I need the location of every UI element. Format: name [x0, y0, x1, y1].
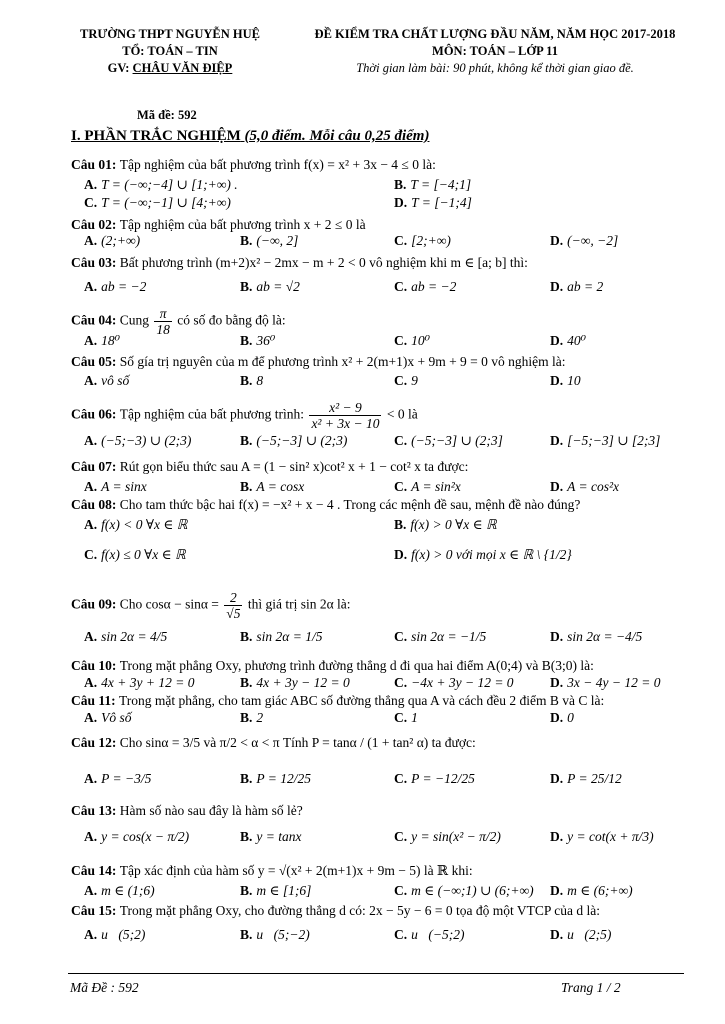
- option-letter: B.: [394, 517, 407, 532]
- option-letter: C.: [394, 479, 408, 494]
- option-d: [550, 770, 622, 787]
- option-letter: D.: [550, 279, 564, 294]
- option-text: m ∈ [1;6]: [256, 883, 312, 898]
- question-text: Trong mặt phẳng, cho tam giác ABC số đường thẳng qua A và cách đều 2 điểm B và C là:: [119, 693, 605, 708]
- group-name: TỔ: TOÁN – TIN: [122, 44, 218, 58]
- option-d: [550, 478, 619, 495]
- option-d: [394, 546, 572, 563]
- option-letter: D.: [394, 195, 408, 210]
- option-text: T = (−∞;−1] ∪ [4;+∞): [101, 195, 231, 210]
- fraction-denominator: √5: [226, 606, 241, 621]
- question-label: Câu 06:: [71, 406, 120, 422]
- option-text: (2;+∞): [101, 233, 141, 248]
- question-text: Số gía trị nguyên của m để phương trình x² + 2(m+1)x + 9m + 9 = 0 vô nghiệm là:: [119, 354, 566, 369]
- option-c: [84, 194, 231, 211]
- option-a: [84, 232, 140, 249]
- option-text: P = 25/12: [567, 771, 622, 786]
- exam-subject: MÔN: TOÁN – LỚP 11: [432, 44, 558, 58]
- option-letter: C.: [394, 771, 408, 786]
- question-text: Cung: [119, 312, 153, 328]
- option-letter: D.: [550, 373, 564, 388]
- option-c: [394, 372, 418, 389]
- option-text: P = 12/25: [256, 771, 312, 786]
- section-note: (5,0 điểm. Mỗi câu 0,25 điểm): [244, 128, 430, 144]
- question-5: [71, 353, 566, 370]
- exam-header: [295, 26, 695, 77]
- question-label: Câu 05:: [71, 354, 120, 369]
- option-letter: C.: [394, 629, 408, 644]
- exam-title: ĐỀ KIỂM TRA CHẤT LƯỢNG ĐẦU NĂM, NĂM HỌC 2017-2018: [314, 27, 676, 41]
- option-a: [84, 176, 238, 193]
- option-letter: B.: [240, 883, 253, 898]
- question-text: Tập nghiệm của bất phương trình x + 2 ≤ 0 là: [119, 217, 366, 232]
- option-text: 8: [256, 373, 264, 388]
- footer-code: Mã Đề : 592: [70, 980, 139, 995]
- question-label: Câu 14:: [71, 863, 120, 878]
- option-letter: A.: [84, 433, 98, 448]
- exam-code: Mã đề: 592: [137, 108, 197, 122]
- option-text: A = cos²x: [567, 479, 620, 494]
- option-text: 40⁰: [567, 333, 587, 348]
- option-a: [84, 828, 189, 845]
- option-a: [84, 674, 194, 691]
- option-d: [394, 194, 472, 211]
- option-letter: A.: [84, 771, 98, 786]
- option-letter: C.: [394, 927, 408, 942]
- option-text: 1: [411, 710, 418, 725]
- option-letter: B.: [240, 710, 253, 725]
- option-text: 4x + 3y − 12 = 0: [256, 675, 350, 690]
- option-a: [84, 628, 167, 645]
- option-letter: C.: [394, 233, 408, 248]
- option-letter: A.: [84, 279, 98, 294]
- question-text: Tập xác định của hàm số y = √(x² + 2(m+1)x + 9m − 5) là ℝ khi:: [119, 863, 473, 878]
- question-text: Cho cosα − sinα =: [119, 596, 223, 612]
- option-letter: C.: [394, 829, 408, 844]
- option-letter: D.: [550, 629, 564, 644]
- teacher-name: CHÂU VĂN ĐIỆP: [132, 61, 233, 75]
- option-letter: C.: [394, 279, 408, 294]
- fraction: [154, 306, 172, 337]
- option-letter: A.: [84, 479, 98, 494]
- option-letter: C.: [394, 433, 408, 448]
- option-b: [240, 432, 347, 449]
- option-letter: C.: [84, 195, 98, 210]
- option-d: [550, 372, 581, 389]
- option-c: [394, 926, 464, 943]
- option-b: [394, 516, 497, 533]
- option-text: y = sin(x² − π/2): [411, 829, 501, 844]
- option-text: Vô số: [101, 710, 132, 725]
- option-c: [394, 709, 418, 726]
- question-label: Câu 03:: [71, 255, 120, 270]
- option-letter: D.: [550, 883, 564, 898]
- option-letter: B.: [240, 373, 253, 388]
- option-d: [550, 432, 660, 449]
- question-text-end: thì giá trị sin 2α là:: [244, 596, 351, 612]
- option-a: [84, 770, 151, 787]
- option-letter: A.: [84, 629, 98, 644]
- question-label: Câu 04:: [71, 312, 120, 328]
- question-text-end: có số đo bằng độ là:: [173, 312, 286, 328]
- option-text: [2;+∞): [411, 233, 451, 248]
- option-c: [394, 882, 534, 899]
- option-letter: B.: [240, 479, 253, 494]
- question-label: Câu 09:: [71, 596, 120, 612]
- option-text: 9: [411, 373, 418, 388]
- option-a: [84, 926, 145, 943]
- question-12: [71, 734, 476, 751]
- option-text: 2: [256, 710, 264, 725]
- option-letter: B.: [240, 829, 253, 844]
- option-text: 36⁰: [256, 333, 276, 348]
- footer-page: Trang 1 / 2: [561, 980, 621, 995]
- option-letter: C.: [394, 710, 408, 725]
- question-label: Câu 12:: [71, 735, 120, 750]
- option-text: P = −3/5: [101, 771, 152, 786]
- option-text: A = sinx: [101, 479, 147, 494]
- footer-divider: [68, 973, 684, 974]
- question-text: Rút gọn biểu thức sau A = (1 − sin² x)cot² x + 1 − cot² x ta được:: [119, 459, 469, 474]
- option-letter: A.: [84, 373, 98, 388]
- option-d: [550, 232, 618, 249]
- option-text: 10: [567, 373, 581, 388]
- option-letter: A.: [84, 517, 98, 532]
- question-2: [71, 216, 366, 233]
- option-c: [394, 332, 430, 349]
- option-letter: D.: [550, 675, 564, 690]
- option-b: [240, 628, 322, 645]
- teacher-prefix: GV:: [107, 61, 133, 75]
- option-letter: D.: [550, 233, 564, 248]
- question-13: [71, 802, 303, 819]
- option-text: (−∞, −2]: [567, 233, 619, 248]
- option-text: f(x) ≤ 0 ∀x ∈ ℝ: [101, 547, 186, 562]
- option-text: y = cos(x − π/2): [101, 829, 190, 844]
- option-letter: A.: [84, 233, 98, 248]
- question-text: Tập nghiệm của bất phương trình:: [119, 406, 308, 422]
- question-6: [71, 400, 418, 431]
- option-a: [84, 432, 191, 449]
- question-1: [71, 156, 436, 173]
- option-b: [240, 478, 304, 495]
- option-b: [240, 828, 302, 845]
- option-text: T = [−1;4]: [411, 195, 472, 210]
- option-letter: D.: [550, 710, 564, 725]
- option-c: [84, 546, 186, 563]
- option-letter: D.: [394, 547, 408, 562]
- question-label: Câu 08:: [71, 497, 120, 512]
- option-d: [550, 926, 611, 943]
- option-a: [84, 882, 155, 899]
- option-b: [240, 674, 350, 691]
- question-label: Câu 02:: [71, 217, 120, 232]
- option-text: sin 2α = −1/5: [411, 629, 487, 644]
- option-c: [394, 628, 486, 645]
- school-name: TRƯỜNG THPT NGUYỄN HUỆ: [80, 27, 260, 41]
- option-letter: C.: [394, 883, 408, 898]
- question-14: [71, 862, 473, 879]
- option-c: [394, 232, 451, 249]
- option-letter: A.: [84, 675, 98, 690]
- option-letter: A.: [84, 927, 98, 942]
- option-text: A = sin²x: [411, 479, 461, 494]
- option-c: [394, 478, 461, 495]
- option-b: [240, 770, 311, 787]
- option-text: P = −12/25: [411, 771, 475, 786]
- option-text: (−5;−3] ∪ (2;3]: [411, 433, 503, 448]
- option-text: sin 2α = −4/5: [567, 629, 643, 644]
- option-text: f(x) > 0 ∀x ∈ ℝ: [410, 517, 497, 532]
- option-text: ab = −2: [101, 279, 147, 294]
- question-text: Trong mặt phẳng Oxy, phương trình đường thẳng d đi qua hai điểm A(0;4) và B(3;0) là:: [119, 658, 594, 673]
- question-text: Cho tam thức bậc hai f(x) = −x² + x − 4 . Trong các mệnh đề sau, mệnh đề nào đúng?: [119, 497, 581, 512]
- fraction-denominator: 18: [156, 322, 170, 337]
- option-d: [550, 674, 660, 691]
- option-text: 3x − 4y − 12 = 0: [567, 675, 661, 690]
- option-text: 10⁰: [411, 333, 431, 348]
- question-label: Câu 07:: [71, 459, 120, 474]
- question-label: Câu 11:: [71, 693, 120, 708]
- question-text: Tập nghiệm của bất phương trình f(x) = x² + 3x − 4 ≤ 0 là:: [119, 157, 436, 172]
- option-letter: B.: [240, 927, 253, 942]
- option-text: m ∈ (−∞;1) ∪ (6;+∞): [411, 883, 534, 898]
- option-text: T = (−∞;−4] ∪ [1;+∞) .: [101, 177, 238, 192]
- question-text: Bất phương trình (m+2)x² − 2mx − m + 2 < 0 vô nghiệm khi m ∈ [a; b] thì:: [119, 255, 528, 270]
- option-d: [550, 628, 642, 645]
- option-text: (−5;−3] ∪ (2;3): [256, 433, 348, 448]
- question-label: Câu 01:: [71, 157, 120, 172]
- option-text: (−∞, 2]: [256, 233, 299, 248]
- option-text: sin 2α = 1/5: [256, 629, 323, 644]
- option-text: ab = 2: [567, 279, 604, 294]
- fraction-denominator: x² + 3x − 10: [311, 416, 380, 431]
- option-c: [394, 432, 503, 449]
- option-letter: D.: [550, 771, 564, 786]
- option-b: [240, 709, 263, 726]
- option-text: ab = −2: [411, 279, 457, 294]
- option-text: ab = √2: [256, 279, 300, 294]
- option-b: [394, 176, 471, 193]
- question-label: Câu 15:: [71, 903, 120, 918]
- option-letter: D.: [550, 433, 564, 448]
- option-text: T = [−4;1]: [410, 177, 472, 192]
- section-title: [71, 128, 429, 145]
- option-letter: A.: [84, 710, 98, 725]
- option-d: [550, 709, 574, 726]
- option-d: [550, 278, 603, 295]
- option-letter: B.: [240, 233, 253, 248]
- option-letter: B.: [240, 279, 253, 294]
- option-letter: A.: [84, 883, 98, 898]
- option-text: u⃗(5;2): [101, 927, 146, 942]
- option-text: (−5;−3) ∪ (2;3): [101, 433, 192, 448]
- option-letter: D.: [550, 333, 564, 348]
- question-text-end: < 0 là: [383, 406, 418, 422]
- option-a: [84, 478, 147, 495]
- option-text: f(x) > 0 với mọi x ∈ ℝ \ {1/2}: [411, 547, 572, 562]
- fraction: [309, 400, 381, 431]
- option-letter: A.: [84, 829, 98, 844]
- option-letter: B.: [240, 333, 253, 348]
- option-a: [84, 516, 187, 533]
- option-d: [550, 828, 654, 845]
- question-text: Cho sinα = 3/5 và π/2 < α < π Tính P = tanα / (1 + tan² α) ta được:: [119, 735, 476, 750]
- option-text: u⃗(2;5): [567, 927, 612, 942]
- option-letter: C.: [394, 333, 408, 348]
- option-letter: B.: [240, 433, 253, 448]
- question-label: Câu 10:: [71, 658, 120, 673]
- option-text: m ∈ (1;6): [101, 883, 155, 898]
- time-note: Thời gian làm bài: 90 phút, không kể thời gian giao đề.: [356, 61, 634, 75]
- fraction-numerator: 2: [229, 590, 237, 605]
- option-c: [394, 828, 501, 845]
- question-3: [71, 254, 528, 271]
- option-text: 4x + 3y + 12 = 0: [101, 675, 195, 690]
- option-text: vô số: [101, 373, 130, 388]
- option-b: [240, 332, 275, 349]
- question-9: [71, 590, 351, 621]
- option-a: [84, 332, 120, 349]
- option-text: m ∈ (6;+∞): [567, 883, 633, 898]
- option-b: [240, 926, 310, 943]
- option-letter: C.: [394, 373, 408, 388]
- fraction-numerator: x² − 9: [329, 400, 362, 415]
- option-b: [240, 882, 311, 899]
- option-c: [394, 770, 475, 787]
- school-header: [70, 26, 270, 77]
- option-letter: C.: [84, 547, 98, 562]
- option-a: [84, 709, 132, 726]
- option-b: [240, 278, 300, 295]
- option-d: [550, 882, 633, 899]
- option-text: 18⁰: [101, 333, 121, 348]
- option-b: [240, 232, 298, 249]
- option-text: f(x) < 0 ∀x ∈ ℝ: [101, 517, 188, 532]
- question-label: Câu 13:: [71, 803, 120, 818]
- fraction: [224, 590, 242, 621]
- option-letter: B.: [240, 771, 253, 786]
- option-text: u⃗(−5;2): [411, 927, 465, 942]
- option-text: sin 2α = 4/5: [101, 629, 168, 644]
- option-text: y = cot(x + π/3): [567, 829, 654, 844]
- option-d: [550, 332, 586, 349]
- question-8: [71, 496, 580, 513]
- section-title-text: I. PHẦN TRẮC NGHIỆM: [71, 128, 241, 144]
- option-text: 0: [567, 710, 574, 725]
- question-7: [71, 458, 468, 475]
- option-letter: D.: [550, 479, 564, 494]
- question-11: [71, 692, 604, 709]
- fraction-numerator: π: [159, 306, 167, 321]
- option-text: A = cosx: [256, 479, 305, 494]
- option-letter: D.: [550, 829, 564, 844]
- option-b: [240, 372, 263, 389]
- option-letter: A.: [84, 333, 98, 348]
- option-letter: B.: [240, 629, 253, 644]
- option-c: [394, 674, 514, 691]
- option-letter: C.: [394, 675, 408, 690]
- option-a: [84, 372, 129, 389]
- option-letter: B.: [240, 675, 253, 690]
- teacher-line: [70, 60, 270, 77]
- option-letter: A.: [84, 177, 98, 192]
- option-c: [394, 278, 456, 295]
- option-text: −4x + 3y − 12 = 0: [411, 675, 514, 690]
- question-text: Hàm số nào sau đây là hàm số lẻ?: [119, 803, 303, 818]
- option-text: [−5;−3] ∪ [2;3]: [567, 433, 661, 448]
- question-15: [71, 902, 600, 919]
- option-letter: D.: [550, 927, 564, 942]
- question-text: Trong mặt phẳng Oxy, cho đường thẳng d có: 2x − 5y − 6 = 0 tọa độ một VTCP của d là:: [119, 903, 601, 918]
- option-a: [84, 278, 146, 295]
- option-letter: B.: [394, 177, 407, 192]
- option-text: y = tanx: [256, 829, 302, 844]
- option-text: u⃗(5;−2): [256, 927, 310, 942]
- question-10: [71, 657, 594, 674]
